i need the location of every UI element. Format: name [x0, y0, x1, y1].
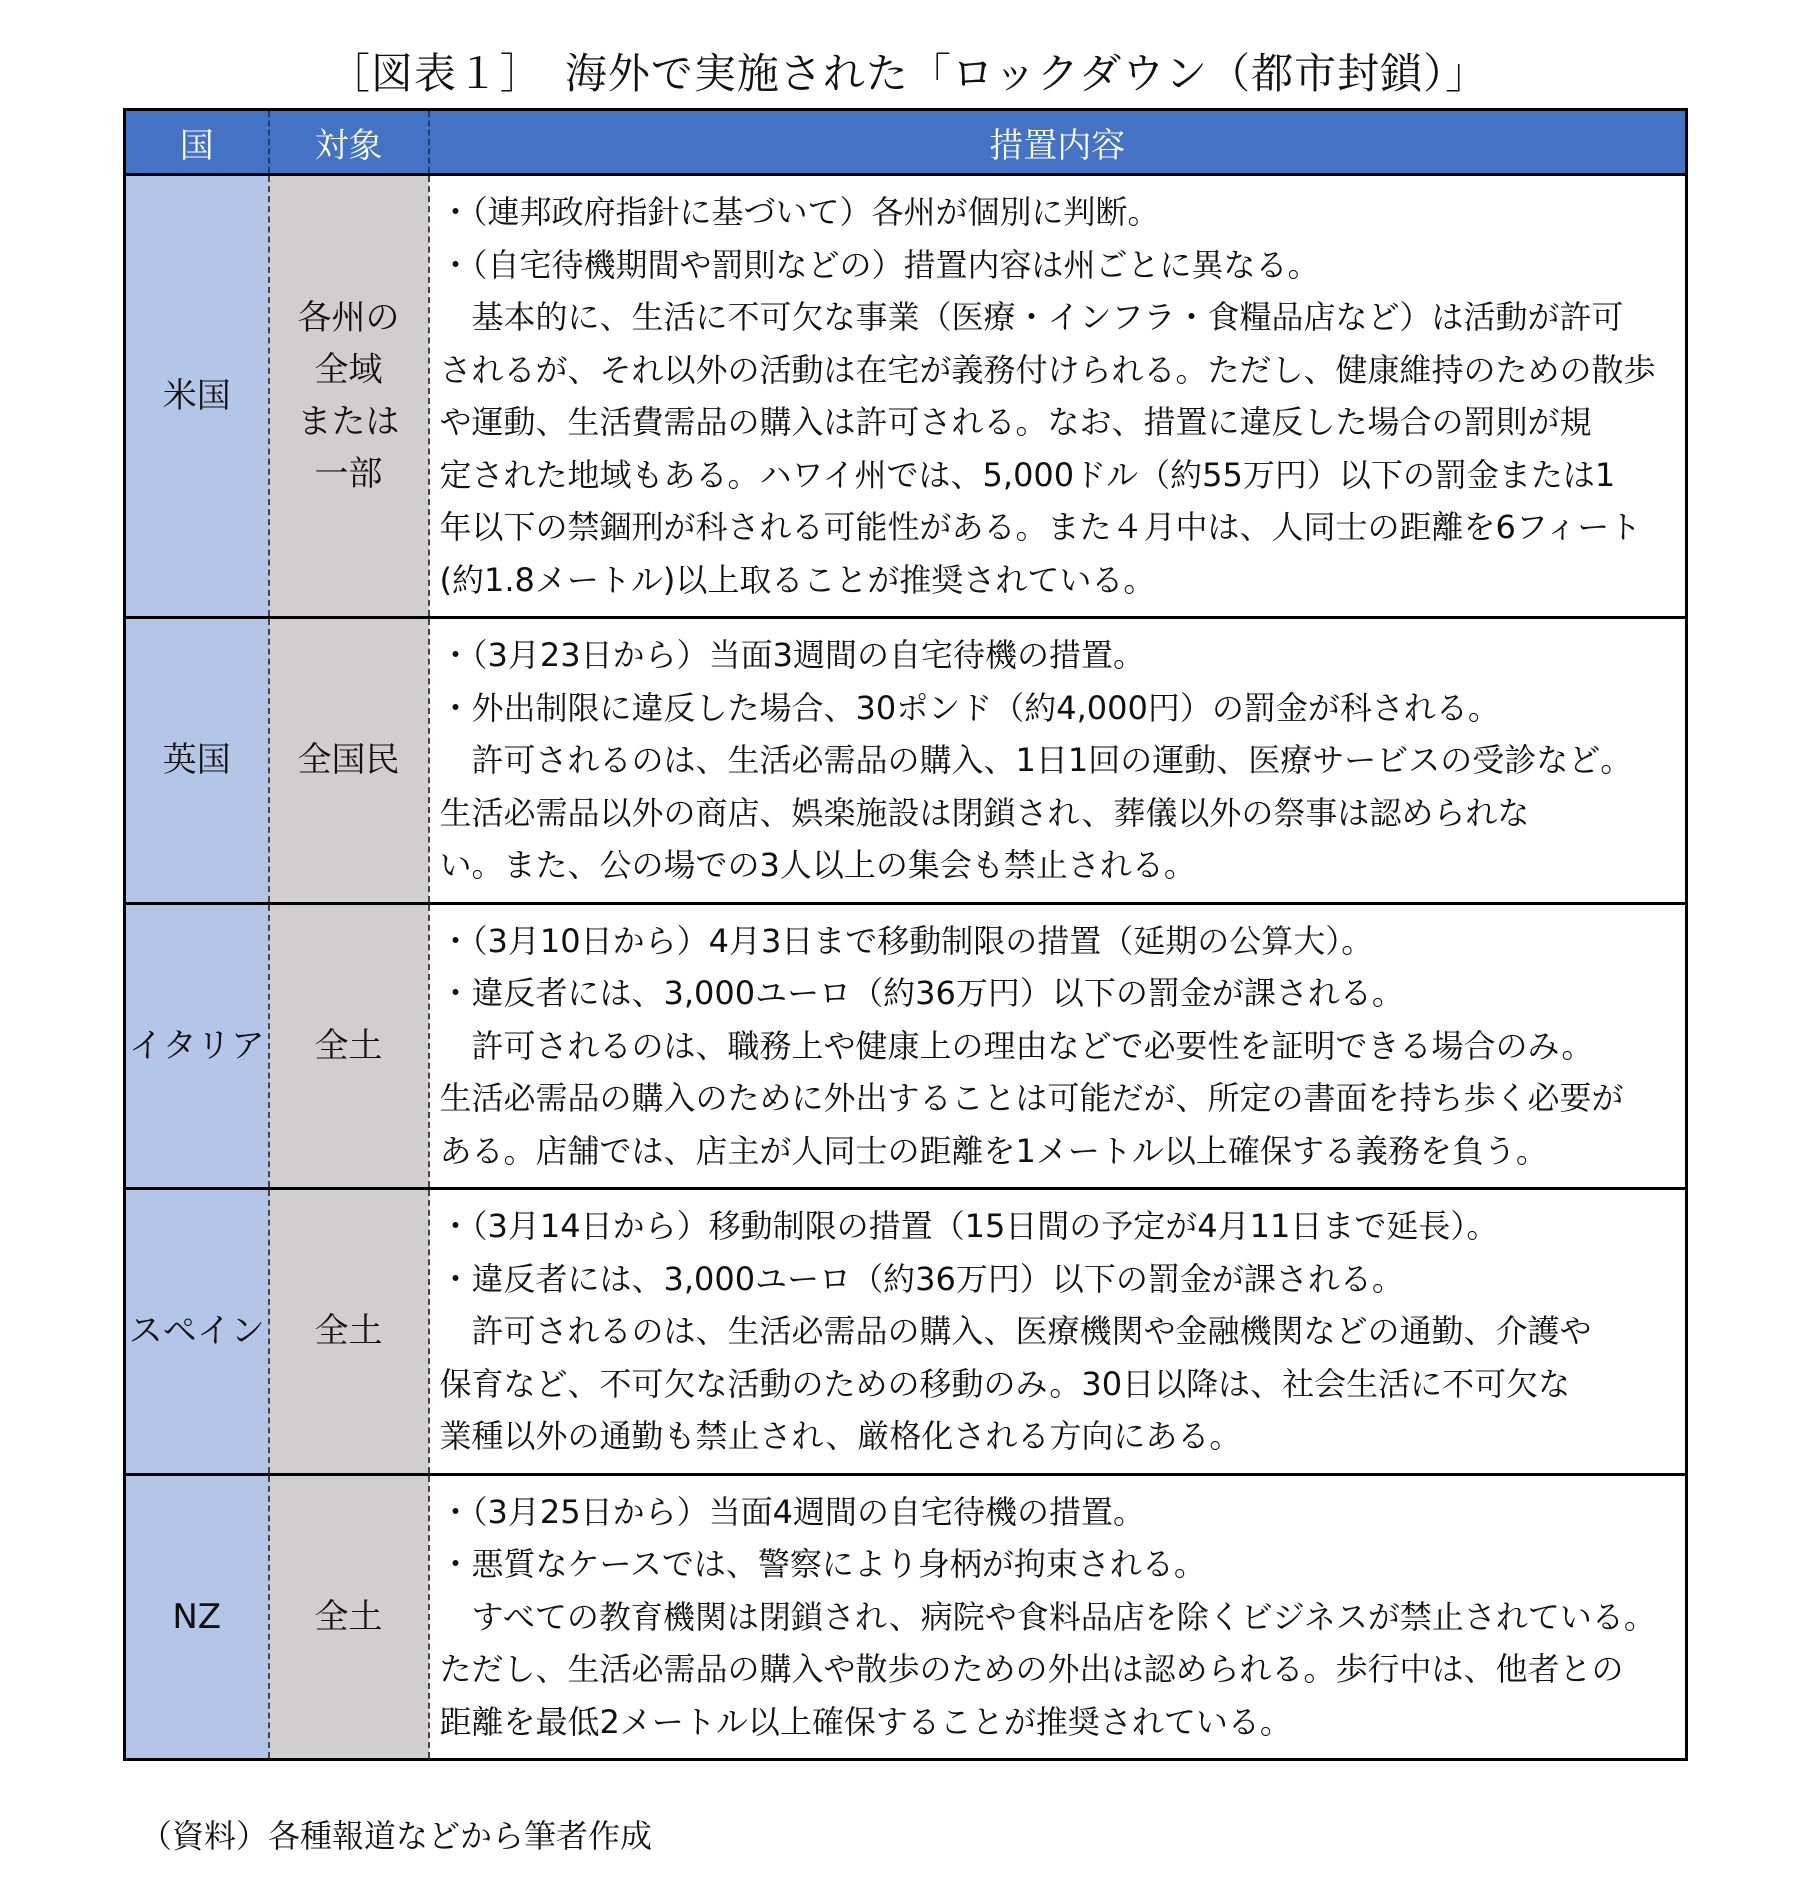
content-line: 許可されるのは、生活必需品の購入、1日1回の運動、医療サービスの受診など。	[439, 741, 1633, 779]
target-line: 全土	[314, 1025, 383, 1066]
header-target: 対象	[269, 110, 429, 175]
content-line: ・（自宅待機期間や罰則などの）措置内容は州ごとに異なる。	[439, 245, 1320, 284]
target-cell	[269, 903, 429, 1189]
content-line: 生活必需品の購入のために外出することは可能だが、所定の書面を持ち歩く必要が	[439, 1079, 1624, 1117]
lockdown-table-container	[123, 108, 1685, 1761]
content-line: ・（3月14日から）移動制限の措置（15日間の予定が4月11日まで延長）。	[439, 1207, 1499, 1245]
content-line: ・違反者には、3,000ユーロ（約36万円）以下の罰金が課される。	[439, 974, 1404, 1012]
target-cell	[269, 1189, 429, 1475]
header-row	[125, 110, 1687, 175]
content-line: ・（3月23日から）当面3週間の自宅待機の措置。	[439, 636, 1145, 674]
country-cell: 米国	[125, 175, 269, 618]
content-line: ・（3月25日から）当面4週間の自宅待機の措置。	[439, 1492, 1145, 1531]
source-note: （資料）各種報道などから筆者作成	[140, 1817, 653, 1855]
target-line: 全国民	[297, 740, 400, 781]
content-line: ・違反者には、3,000ユーロ（約36万円）以下の罰金が課される。	[439, 1259, 1404, 1298]
content-line: ・（連邦政府指針に基づいて）各州が個別に判断。	[439, 193, 1160, 231]
table-row-us	[125, 175, 1687, 618]
target-cell	[269, 175, 429, 618]
content-line: 業種以外の通勤も禁止され、厳格化される方向にある。	[439, 1417, 1242, 1455]
content-line: ・悪質なケースでは、警察により身柄が拘束される。	[439, 1545, 1206, 1583]
content-line: ただし、生活必需品の購入や散歩のための外出は認められる。歩行中は、他者との	[439, 1650, 1624, 1688]
header-content: 措置内容	[429, 110, 1687, 175]
target-line: 一部	[314, 454, 383, 494]
header-country: 国	[125, 110, 269, 175]
figure-title: ［図表１］ 海外で実施された「ロックダウン（都市封鎖）」	[327, 49, 1489, 98]
content-cell	[429, 903, 1687, 1189]
content-line: 距離を最低2メートル以上確保することが推奨されている。	[439, 1702, 1292, 1741]
content-line: ・外出制限に違反した場合、30ポンド（約4,000円）の罰金が科される。	[439, 688, 1500, 727]
content-line: い。また、公の場での3人以上の集会も禁止される。	[439, 846, 1196, 884]
content-line: (約1.8メートル)以上取ることが推奨されている。	[439, 560, 1156, 599]
target-cell	[269, 1474, 429, 1760]
table-row-spain	[125, 1189, 1687, 1475]
country-cell: 英国	[125, 618, 269, 904]
content-line: 定された地域もある。ハワイ州では、5,000ドル（約55万円）以下の罰金または1	[439, 455, 1616, 494]
content-cell	[429, 175, 1687, 618]
table-row-uk	[125, 618, 1687, 904]
target-line: 全土	[314, 1311, 383, 1352]
content-line: や運動、生活費需品の購入は許可される。なお、措置に違反した場合の罰則が規	[439, 403, 1592, 441]
target-line: 全域	[314, 350, 383, 390]
content-line: 基本的に、生活に不可欠な事業（医療・インフラ・食糧品店など）は活動が許可	[439, 298, 1624, 336]
lockdown-table	[123, 108, 1688, 1761]
country-cell: スペイン	[125, 1189, 269, 1475]
target-line: 各州の	[297, 298, 400, 338]
content-cell	[429, 1189, 1687, 1475]
content-line: 生活必需品以外の商店、娯楽施設は閉鎖され、葬儀以外の祭事は認められな	[439, 793, 1530, 832]
content-cell	[429, 618, 1687, 904]
target-cell	[269, 618, 429, 904]
table-row-italy	[125, 903, 1687, 1189]
country-cell: NZ	[125, 1474, 269, 1760]
target-line: または	[297, 402, 400, 442]
country-cell: イタリア	[125, 903, 269, 1189]
target-line: 全土	[314, 1596, 383, 1637]
content-line: 年以下の禁錮刑が科される可能性がある。また４月中は、人同士の距離を6フィート	[439, 508, 1642, 546]
content-line: 保育など、不可欠な活動のための移動のみ。30日以降は、社会生活に不可欠な	[439, 1364, 1571, 1403]
table-row-nz	[125, 1474, 1687, 1760]
content-line: すべての教育機関は閉鎖され、病院や食料品店を除くビジネスが禁止されている。	[439, 1597, 1656, 1636]
content-line: 許可されるのは、職務上や健康上の理由などで必要性を証明できる場合のみ。	[439, 1026, 1594, 1065]
content-line: ある。店舗では、店主が人同士の距離を1メートル以上確保する義務を負う。	[439, 1131, 1548, 1170]
content-line: されるが、それ以外の活動は在宅が義務付けられる。ただし、健康維持のための散歩	[439, 350, 1656, 389]
content-line: 許可されるのは、生活必需品の購入、医療機関や金融機関などの通勤、介護や	[439, 1312, 1592, 1350]
content-cell	[429, 1474, 1687, 1760]
content-line: ・（3月10日から）4月3日まで移動制限の措置（延期の公算大）。	[439, 921, 1374, 960]
